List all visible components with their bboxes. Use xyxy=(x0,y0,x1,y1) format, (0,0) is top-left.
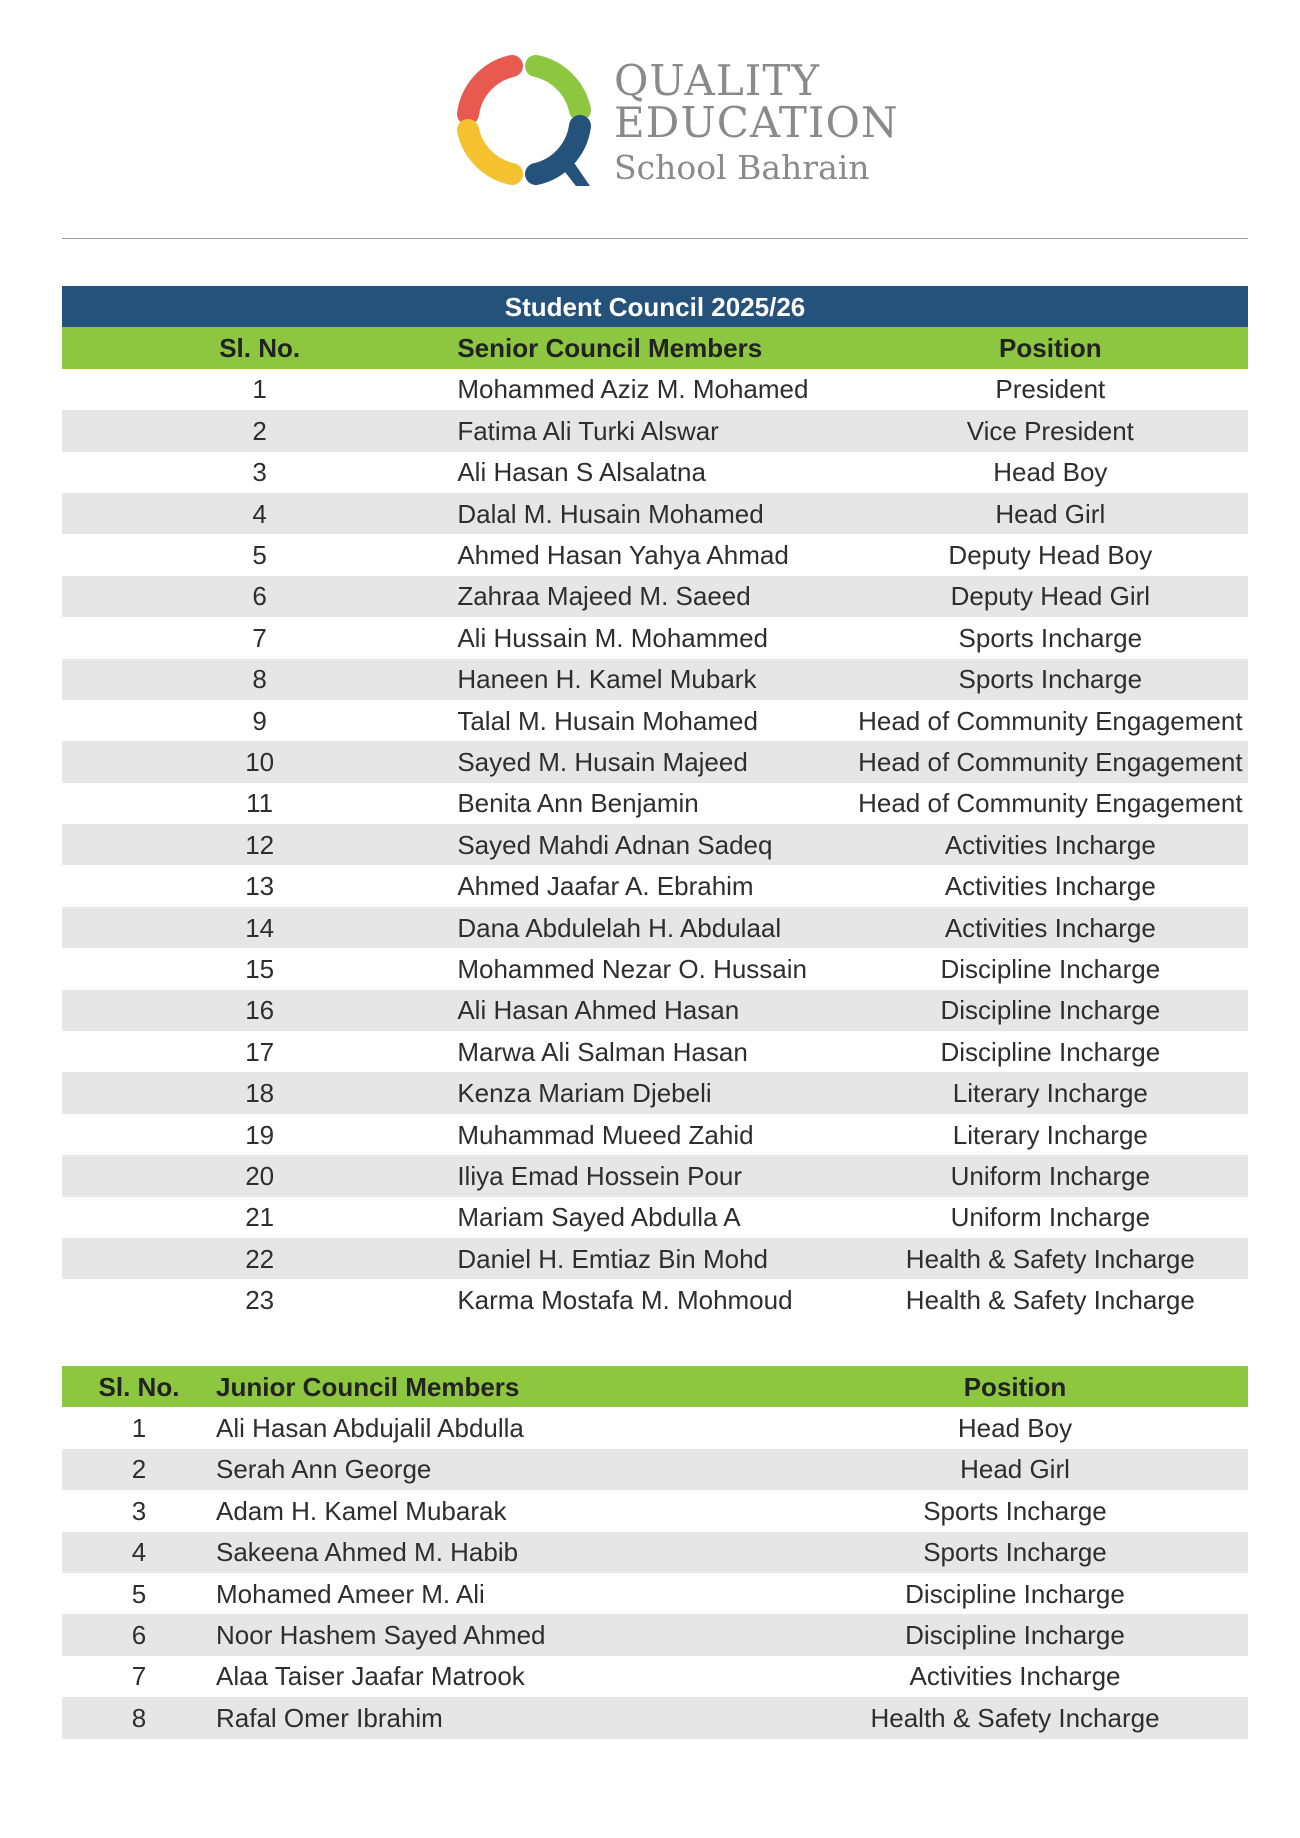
column-header-sl-no: Sl. No. xyxy=(62,327,457,368)
table-row xyxy=(62,700,1248,741)
table-row xyxy=(62,369,1248,410)
cell-sl-no: 13 xyxy=(62,865,457,906)
cell-position: Vice President xyxy=(853,410,1248,451)
cell-member-name: Ali Hasan Abdujalil Abdulla xyxy=(216,1407,782,1448)
logo-text-school: School Bahrain xyxy=(614,148,870,187)
table-row xyxy=(62,1490,1248,1531)
table-row xyxy=(62,990,1248,1031)
cell-sl-no: 11 xyxy=(62,783,457,824)
cell-member-name: Sakeena Ahmed M. Habib xyxy=(216,1532,782,1573)
cell-member-name: Benita Ann Benjamin xyxy=(457,783,852,824)
cell-sl-no: 5 xyxy=(62,1573,216,1614)
logo-text-quality: QUALITY xyxy=(614,56,821,105)
cell-member-name: Mohammed Nezar O. Hussain xyxy=(457,948,852,989)
table-row xyxy=(62,865,1248,906)
table-row xyxy=(62,1532,1248,1573)
table-row xyxy=(62,783,1248,824)
cell-member-name: Muhammad Mueed Zahid xyxy=(457,1114,852,1155)
cell-member-name: Mohammed Aziz M. Mohamed xyxy=(457,369,852,410)
cell-member-name: Marwa Ali Salman Hasan xyxy=(457,1031,852,1072)
table-row xyxy=(62,617,1248,658)
cell-sl-no: 15 xyxy=(62,948,457,989)
cell-position: Discipline Incharge xyxy=(853,1031,1248,1072)
cell-position: Head Boy xyxy=(853,452,1248,493)
cell-sl-no: 10 xyxy=(62,741,457,782)
table-row xyxy=(62,1031,1248,1072)
column-header-senior-members: Senior Council Members xyxy=(457,327,852,368)
column-header-sl-no: Sl. No. xyxy=(62,1366,216,1407)
cell-member-name: Kenza Mariam Djebeli xyxy=(457,1072,852,1113)
cell-sl-no: 7 xyxy=(62,1656,216,1697)
logo-wordmark xyxy=(614,56,899,190)
cell-position: Health & Safety Incharge xyxy=(853,1238,1248,1279)
cell-sl-no: 8 xyxy=(62,1697,216,1738)
column-header-position: Position xyxy=(853,327,1248,368)
cell-sl-no: 7 xyxy=(62,617,457,658)
cell-sl-no: 4 xyxy=(62,493,457,534)
cell-position: Literary Incharge xyxy=(853,1072,1248,1113)
cell-position: Head Girl xyxy=(853,493,1248,534)
cell-sl-no: 6 xyxy=(62,1614,216,1655)
cell-position: Deputy Head Boy xyxy=(853,534,1248,575)
cell-sl-no: 21 xyxy=(62,1197,457,1238)
column-header-position: Position xyxy=(782,1366,1248,1407)
table-row xyxy=(62,452,1248,493)
table-row xyxy=(62,1407,1248,1448)
cell-sl-no: 12 xyxy=(62,824,457,865)
cell-position: Head of Community Engagement xyxy=(853,741,1248,782)
cell-sl-no: 18 xyxy=(62,1072,457,1113)
cell-position: Head Girl xyxy=(782,1449,1248,1490)
table-row xyxy=(62,493,1248,534)
cell-sl-no: 5 xyxy=(62,534,457,575)
cell-position: Sports Incharge xyxy=(853,659,1248,700)
cell-position: Activities Incharge xyxy=(782,1656,1248,1697)
table-row xyxy=(62,1614,1248,1655)
cell-sl-no: 17 xyxy=(62,1031,457,1072)
cell-sl-no: 20 xyxy=(62,1155,457,1196)
table-title-row xyxy=(62,286,1248,327)
cell-member-name: Noor Hashem Sayed Ahmed xyxy=(216,1614,782,1655)
table-row xyxy=(62,1279,1248,1320)
table-row xyxy=(62,1072,1248,1113)
cell-member-name: Sayed Mahdi Adnan Sadeq xyxy=(457,824,852,865)
table-row xyxy=(62,741,1248,782)
cell-position: Sports Incharge xyxy=(782,1532,1248,1573)
junior-header-row xyxy=(62,1366,1248,1407)
cell-position: Health & Safety Incharge xyxy=(853,1279,1248,1320)
cell-sl-no: 2 xyxy=(62,410,457,451)
cell-member-name: Alaa Taiser Jaafar Matrook xyxy=(216,1656,782,1697)
cell-position: Head of Community Engagement xyxy=(853,783,1248,824)
cell-position: Head Boy xyxy=(782,1407,1248,1448)
cell-position: Activities Incharge xyxy=(853,907,1248,948)
senior-header-row xyxy=(62,327,1248,368)
cell-member-name: Rafal Omer Ibrahim xyxy=(216,1697,782,1738)
cell-sl-no: 19 xyxy=(62,1114,457,1155)
cell-member-name: Dalal M. Husain Mohamed xyxy=(457,493,852,534)
cell-position: Head of Community Engagement xyxy=(853,700,1248,741)
cell-position: Discipline Incharge xyxy=(853,948,1248,989)
table-row xyxy=(62,1238,1248,1279)
cell-sl-no: 1 xyxy=(62,369,457,410)
table-row xyxy=(62,1197,1248,1238)
cell-position: Uniform Incharge xyxy=(853,1155,1248,1196)
junior-council-table xyxy=(62,1366,1248,1739)
cell-position: President xyxy=(853,369,1248,410)
cell-position: Discipline Incharge xyxy=(782,1614,1248,1655)
cell-member-name: Ali Hasan Ahmed Hasan xyxy=(457,990,852,1031)
table-row xyxy=(62,1573,1248,1614)
cell-sl-no: 6 xyxy=(62,576,457,617)
cell-sl-no: 22 xyxy=(62,1238,457,1279)
cell-member-name: Daniel H. Emtiaz Bin Mohd xyxy=(457,1238,852,1279)
table-title: Student Council 2025/26 xyxy=(62,286,1248,327)
cell-sl-no: 9 xyxy=(62,700,457,741)
cell-member-name: Serah Ann George xyxy=(216,1449,782,1490)
cell-position: Deputy Head Girl xyxy=(853,576,1248,617)
table-row xyxy=(62,907,1248,948)
header-divider xyxy=(62,238,1248,239)
cell-sl-no: 16 xyxy=(62,990,457,1031)
cell-sl-no: 1 xyxy=(62,1407,216,1448)
cell-sl-no: 3 xyxy=(62,452,457,493)
cell-position: Discipline Incharge xyxy=(853,990,1248,1031)
cell-member-name: Dana Abdulelah H. Abdulaal xyxy=(457,907,852,948)
cell-member-name: Fatima Ali Turki Alswar xyxy=(457,410,852,451)
table-row xyxy=(62,1114,1248,1155)
cell-member-name: Zahraa Majeed M. Saeed xyxy=(457,576,852,617)
quality-education-logo-icon xyxy=(450,46,600,196)
cell-member-name: Iliya Emad Hossein Pour xyxy=(457,1155,852,1196)
cell-member-name: Talal M. Husain Mohamed xyxy=(457,700,852,741)
table-row xyxy=(62,659,1248,700)
cell-position: Activities Incharge xyxy=(853,824,1248,865)
table-row xyxy=(62,1449,1248,1490)
table-row xyxy=(62,576,1248,617)
table-row xyxy=(62,1656,1248,1697)
cell-position: Sports Incharge xyxy=(853,617,1248,658)
cell-sl-no: 4 xyxy=(62,1532,216,1573)
cell-position: Literary Incharge xyxy=(853,1114,1248,1155)
cell-member-name: Mariam Sayed Abdulla A xyxy=(457,1197,852,1238)
page-header xyxy=(0,0,1300,240)
table-row xyxy=(62,948,1248,989)
logo-text-education: EDUCATION xyxy=(614,98,899,147)
cell-member-name: Ali Hussain M. Mohammed xyxy=(457,617,852,658)
cell-member-name: Ahmed Jaafar A. Ebrahim xyxy=(457,865,852,906)
cell-sl-no: 14 xyxy=(62,907,457,948)
cell-member-name: Ali Hasan S Alsalatna xyxy=(457,452,852,493)
cell-position: Discipline Incharge xyxy=(782,1573,1248,1614)
table-row xyxy=(62,1697,1248,1738)
cell-position: Health & Safety Incharge xyxy=(782,1697,1248,1738)
cell-position: Sports Incharge xyxy=(782,1490,1248,1531)
cell-member-name: Karma Mostafa M. Mohmoud xyxy=(457,1279,852,1320)
cell-sl-no: 3 xyxy=(62,1490,216,1531)
cell-position: Activities Incharge xyxy=(853,865,1248,906)
cell-sl-no: 2 xyxy=(62,1449,216,1490)
cell-position: Uniform Incharge xyxy=(853,1197,1248,1238)
cell-member-name: Haneen H. Kamel Mubark xyxy=(457,659,852,700)
cell-member-name: Ahmed Hasan Yahya Ahmad xyxy=(457,534,852,575)
cell-member-name: Sayed M. Husain Majeed xyxy=(457,741,852,782)
cell-sl-no: 23 xyxy=(62,1279,457,1320)
cell-member-name: Mohamed Ameer M. Ali xyxy=(216,1573,782,1614)
cell-member-name: Adam H. Kamel Mubarak xyxy=(216,1490,782,1531)
table-row xyxy=(62,534,1248,575)
table-row xyxy=(62,410,1248,451)
column-header-junior-members: Junior Council Members xyxy=(216,1366,782,1407)
senior-council-table xyxy=(62,286,1248,1321)
table-row xyxy=(62,1155,1248,1196)
cell-sl-no: 8 xyxy=(62,659,457,700)
table-row xyxy=(62,824,1248,865)
